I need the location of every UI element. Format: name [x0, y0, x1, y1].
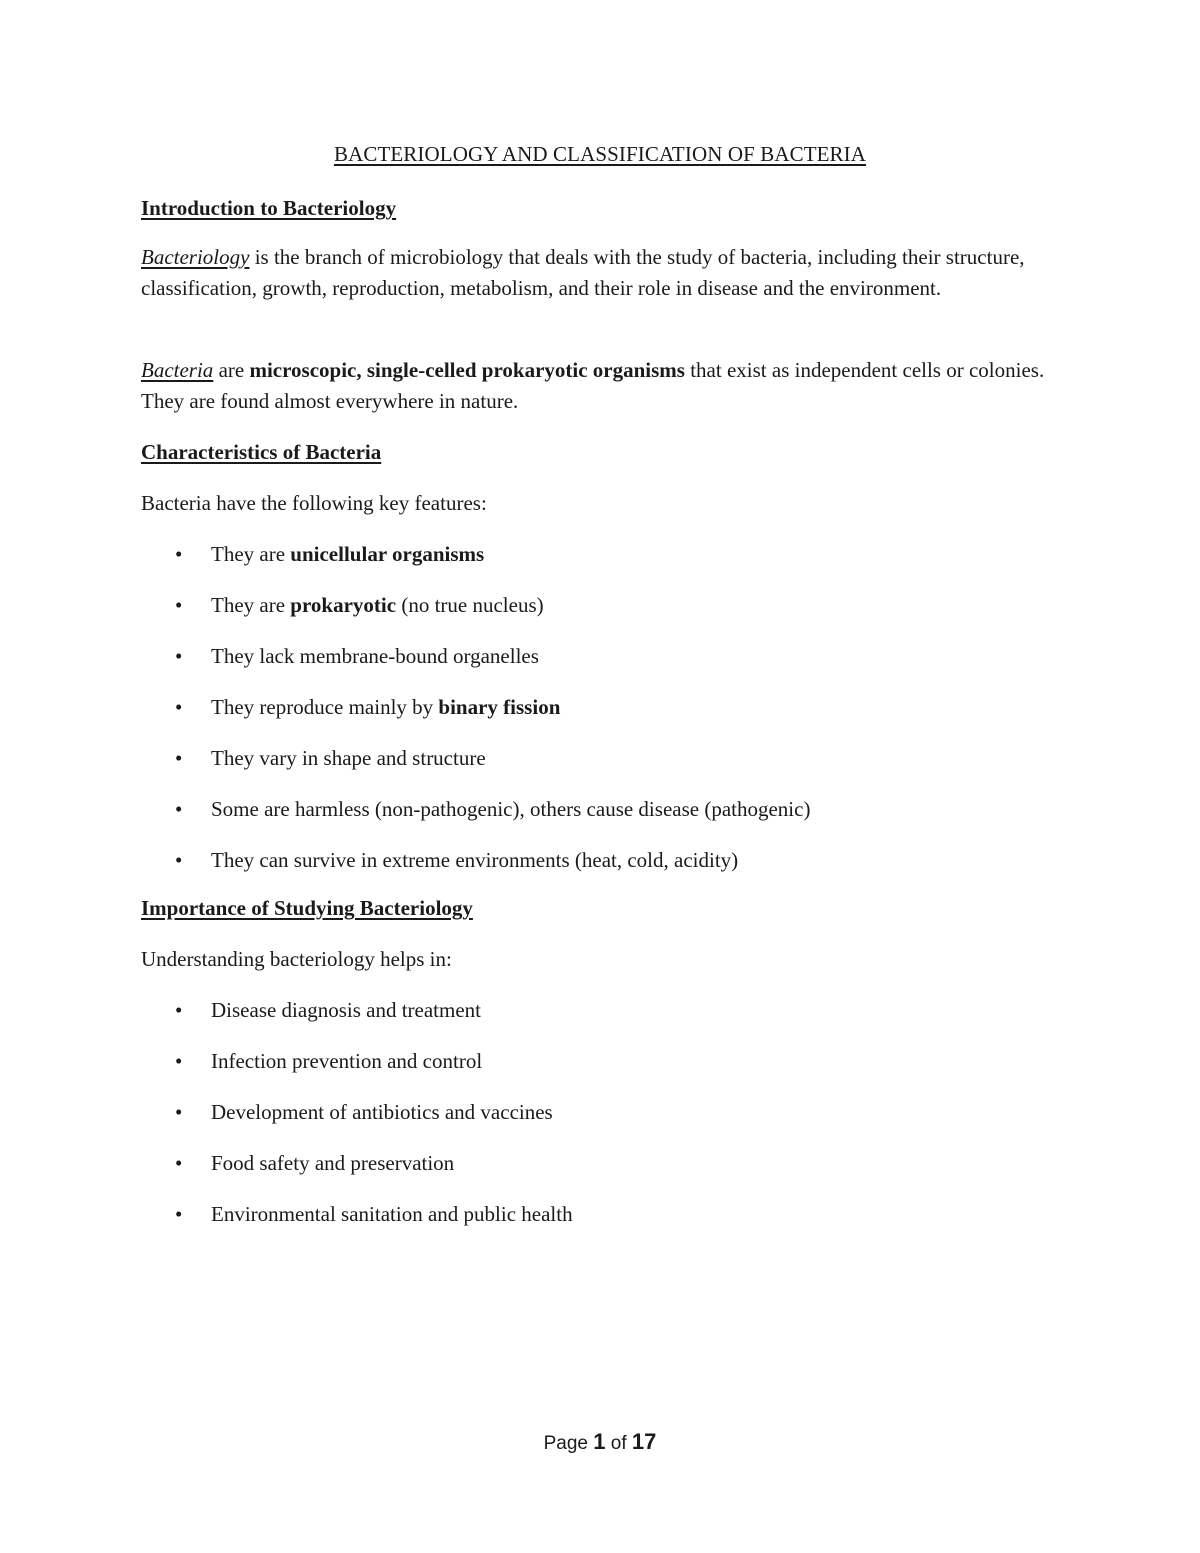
definition-text: that exist as independent cells or colonies. They are found almost everywhere in nature.	[141, 358, 1045, 413]
list-item	[141, 995, 1061, 1046]
list-item	[141, 1199, 1061, 1250]
list-item	[141, 641, 1061, 692]
characteristics-list	[141, 539, 1061, 896]
importance-lead: Understanding bacteriology helps in:	[141, 947, 452, 971]
bullet-glyph: •	[175, 1100, 183, 1124]
paragraph-bacteriology-definition	[141, 242, 1061, 304]
list-item	[141, 692, 1061, 743]
list-item	[141, 794, 1061, 845]
item-text: They reproduce mainly by	[211, 695, 439, 719]
bullet-glyph: •	[175, 848, 183, 872]
item-text: They can survive in extreme environments (heat, cold, acidity)	[211, 848, 739, 872]
list-item	[141, 1097, 1061, 1148]
list-item	[141, 743, 1061, 794]
bullet-glyph: •	[175, 1202, 183, 1226]
item-text: Disease diagnosis and treatment	[211, 998, 482, 1022]
importance-list	[141, 995, 1061, 1250]
definition-connector: are	[213, 358, 250, 382]
item-bold: binary fission	[438, 695, 561, 719]
paragraph-bacteria-definition	[141, 355, 1061, 417]
term-bacteriology: Bacteriology	[141, 245, 250, 269]
list-item	[141, 1148, 1061, 1199]
item-text: They are	[211, 593, 291, 617]
page-of-label: of	[605, 1433, 632, 1454]
page-current: 1	[593, 1429, 606, 1454]
definition-bold: microscopic, single-celled prokaryotic organisms	[249, 358, 685, 382]
item-text: Infection prevention and control	[211, 1049, 483, 1073]
item-bold: unicellular organisms	[290, 542, 485, 566]
bullet-glyph: •	[175, 1151, 183, 1175]
item-text: Food safety and preservation	[211, 1151, 455, 1175]
document-title: BACTERIOLOGY AND CLASSIFICATION OF BACTERIA	[333, 142, 867, 166]
bullet-glyph: •	[175, 746, 183, 770]
item-text: Some are harmless (non-pathogenic), others cause disease (pathogenic)	[211, 797, 811, 821]
bullet-glyph: •	[175, 695, 183, 719]
page-footer	[0, 1429, 1200, 1455]
list-item	[141, 539, 1061, 590]
definition-text: is the branch of microbiology that deals with the study of bacteria, including their structure, classification, growth, reproduction, metabolism, and their role in disease and the environment.	[141, 245, 1025, 300]
item-bold: prokaryotic	[290, 593, 397, 617]
item-text: They vary in shape and structure	[211, 746, 486, 770]
page-total: 17	[631, 1429, 657, 1454]
section-heading-importance: Importance of Studying Bacteriology	[141, 896, 473, 920]
bullet-glyph: •	[175, 644, 183, 668]
term-bacteria: Bacteria	[141, 358, 214, 382]
item-text: Development of antibiotics and vaccines	[211, 1100, 553, 1124]
item-text: They lack membrane-bound organelles	[211, 644, 539, 668]
bullet-glyph: •	[175, 542, 183, 566]
bullet-glyph: •	[175, 1049, 183, 1073]
bullet-glyph: •	[175, 797, 183, 821]
list-item	[141, 845, 1061, 896]
page-label: Page	[543, 1433, 594, 1454]
list-item	[141, 1046, 1061, 1097]
bullet-glyph: •	[175, 998, 183, 1022]
characteristics-lead: Bacteria have the following key features:	[141, 491, 487, 515]
item-text: (no true nucleus)	[396, 593, 544, 617]
item-text: Environmental sanitation and public health	[211, 1202, 573, 1226]
bullet-glyph: •	[175, 593, 183, 617]
item-text: They are	[211, 542, 291, 566]
section-heading-characteristics: Characteristics of Bacteria	[141, 440, 382, 464]
list-item	[141, 590, 1061, 641]
section-heading-introduction: Introduction to Bacteriology	[141, 196, 397, 220]
